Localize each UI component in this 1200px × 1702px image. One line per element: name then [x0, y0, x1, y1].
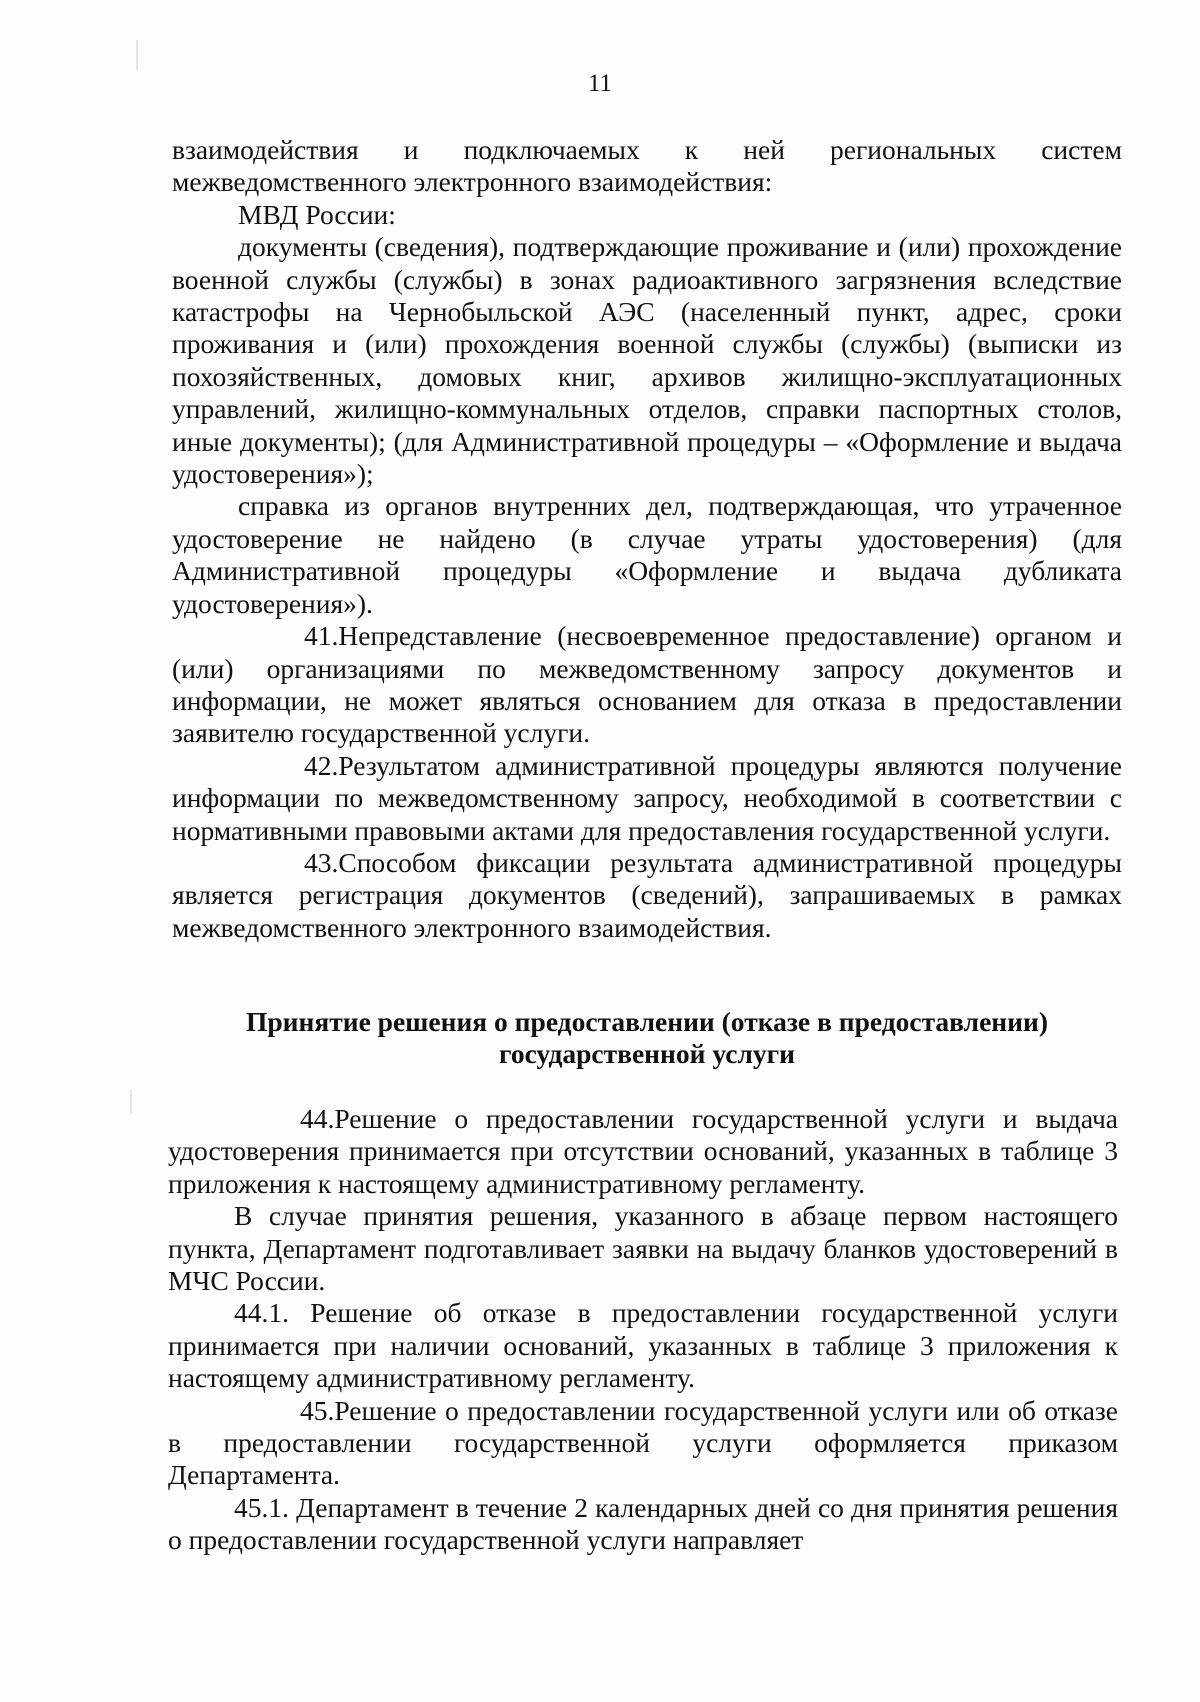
section-heading-line2: государственной услуги	[499, 1038, 795, 1070]
paragraph-mvd: МВД России:	[238, 198, 396, 230]
clause-text: Непредставление (несвоевременное предоставление) органом и (или) организациями по межведомственному запросу документов и информации, не может являться основанием для отказа в предоставлении заявителю государственной услуги.	[172, 620, 1122, 749]
paragraph-43	[172, 847, 1122, 944]
paragraph-45-1	[168, 1492, 1118, 1557]
clause-number: 44.1.	[234, 1297, 289, 1329]
paragraph-continuation: взаимодействия и подключаемых к ней региональных систем межведомственного электронного взаимодействия:	[172, 134, 1122, 198]
paragraph-44	[168, 1103, 1118, 1200]
paragraph-41	[172, 620, 1122, 750]
clause-number: 45.	[300, 1394, 335, 1426]
clause-number: 43.	[304, 846, 339, 878]
clause-number: 44.	[300, 1103, 335, 1134]
paragraph-45	[168, 1395, 1118, 1492]
clause-text: Способом фиксации результата административной процедуры является регистрация документов (сведений), запрашиваемых в рамках межведомственного электронного взаимодействия.	[172, 846, 1122, 943]
paragraph-certificate: справка из органов внутренних дел, подтверждающая, что утраченное удостоверение не найдено (в случае утраты удостоверения) (для Административной процедуры «Оформление и выдача дубликата удостоверения»).	[172, 490, 1122, 619]
paragraph-44-sub: В случае принятия решения, указанного в абзаце первом настоящего пункта, Департамент подготавливает заявки на выдачу бланков удостоверений в МЧС России.	[168, 1200, 1118, 1297]
paragraph-42	[172, 750, 1122, 847]
paragraph-documents: документы (сведения), подтверждающие проживание и (или) прохождение военной службы (службы) в зонах радиоактивного загрязнения вследствие катастрофы на Чернобыльской АЭС (населенный пункт, адрес, сроки проживания и (или) прохождения военной службы (службы) (выписки из похозяйственных, домовых книг, архивов жилищно-эксплуатационных управлений, жилищно-коммунальных отделов, справки паспортных столов, иные документы); (для Административной процедуры – «Оформление и выдача удостоверения»);	[172, 231, 1122, 490]
clause-number: 45.1.	[234, 1491, 289, 1523]
bottom-text-block	[168, 1103, 1118, 1557]
clause-text: Департамент в течение 2 календарных дней со дня принятия решения о предоставлении государственной услуги направляет	[168, 1491, 1119, 1556]
clause-text: Решение о предоставлении государственной услуги и выдача удостоверения принимается при отсутствии оснований, указанных в таблице 3 приложения к настоящему административному регламенту.	[168, 1103, 1118, 1199]
clause-text: Результатом административной процедуры являются получение информации по межведомственному запросу, необходимой в соответствии с нормативными правовыми актами для предоставления государственной услуги.	[172, 749, 1122, 846]
scan-edge-mark	[130, 1090, 132, 1114]
clause-number: 42.	[304, 749, 339, 781]
clause-text: Решение о предоставлении государственной услуги или об отказе в предоставлении государственной услуги оформляется приказом Департамента.	[168, 1394, 1118, 1491]
clause-number: 41.	[304, 620, 339, 652]
section-heading-line1: Принятие решения о предоставлении (отказе в предоставлении)	[246, 1006, 1048, 1037]
paragraph-44-1	[168, 1297, 1118, 1394]
scan-edge-mark	[136, 40, 138, 70]
section-heading	[172, 1006, 1122, 1071]
top-text-block	[172, 134, 1122, 944]
clause-text: Решение об отказе в предоставлении государственной услуги принимается при наличии оснований, указанных в таблице 3 приложения к настоящему административному регламенту.	[168, 1297, 1118, 1394]
page-number: 11	[587, 70, 613, 97]
